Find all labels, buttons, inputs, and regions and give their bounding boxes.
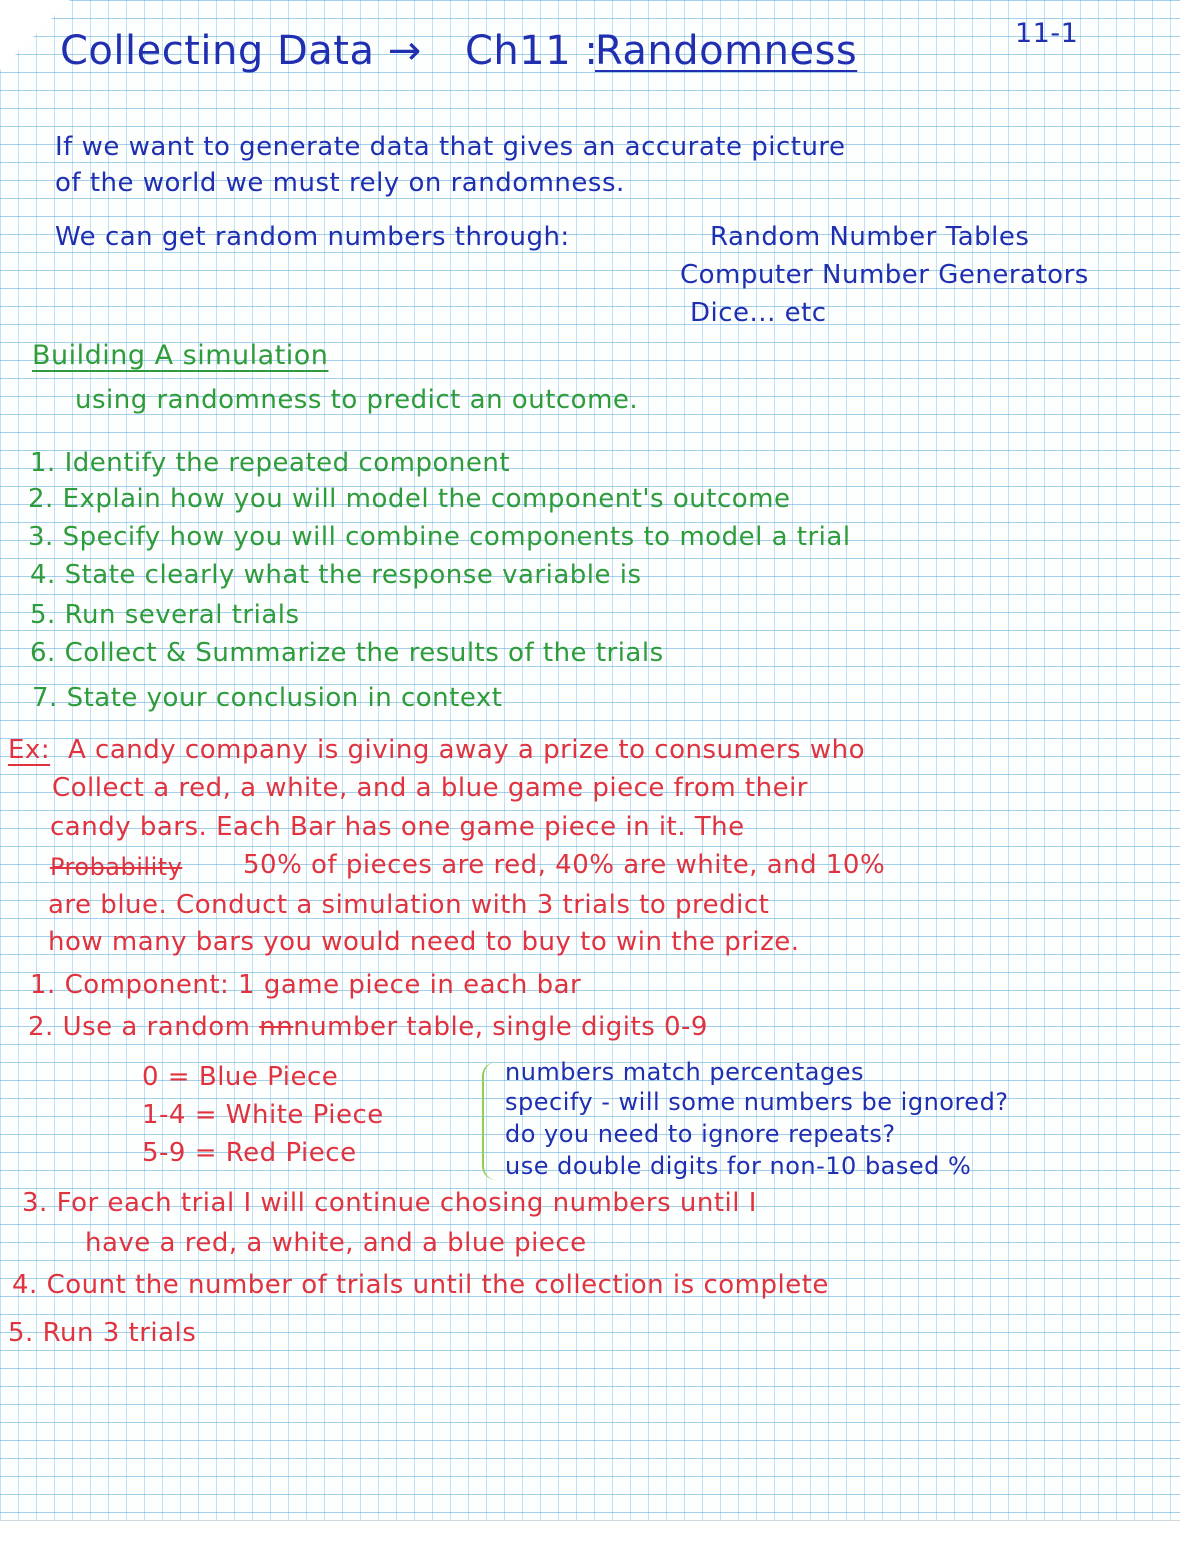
struck-word: Probability — [50, 853, 183, 881]
answer-step-5: 5. Run 3 trials — [8, 1318, 197, 1348]
mapping-note: specify - will some numbers be ignored? — [505, 1088, 1009, 1116]
digit-mapping: 0 = Blue Piece — [142, 1062, 339, 1092]
page-number: 11-1 — [1015, 18, 1079, 49]
mapping-note: use double digits for non-10 based % — [505, 1152, 972, 1180]
source-item: Computer Number Generators — [680, 260, 1089, 290]
intro-line-1: If we want to generate data that gives an accurate picture — [55, 132, 846, 162]
example-line: are blue. Conduct a simulation with 3 trials to predict — [48, 890, 770, 920]
chapter-label: Ch11 : — [465, 28, 599, 74]
simulation-step: 6. Collect & Summarize the results of the trials — [30, 638, 664, 668]
answer-step-2-prefix — [28, 1012, 708, 1042]
digit-mapping: 5-9 = Red Piece — [142, 1138, 357, 1168]
sources-lead: We can get random numbers through: — [55, 222, 570, 252]
answer-step-3: 3. For each trial I will continue chosing numbers until I — [22, 1188, 757, 1218]
simulation-step: 3. Specify how you will combine components to model a trial — [28, 522, 851, 552]
simulation-step: 5. Run several trials — [30, 600, 300, 630]
answer-step-1: 1. Component: 1 game piece in each bar — [30, 970, 582, 1000]
answer-step-2-lead: 2. Use a random — [28, 1012, 260, 1042]
simulation-step: 2. Explain how you will model the component's outcome — [28, 484, 791, 514]
source-item: Random Number Tables — [710, 222, 1030, 252]
answer-step-2-struck: nn — [259, 1012, 294, 1042]
simulation-step: 7. State your conclusion in context — [32, 683, 503, 713]
example-line: how many bars you would need to buy to win the prize. — [48, 927, 800, 957]
example-line: candy bars. Each Bar has one game piece in it. The — [50, 812, 745, 842]
simulation-step: 1. Identify the repeated component — [30, 448, 511, 478]
example-line: 50% of pieces are red, 40% are white, and 10% — [243, 850, 886, 880]
answer-step-2-rest: number table, single digits 0-9 — [293, 1012, 708, 1042]
answer-step-4: 4. Count the number of trials until the collection is complete — [12, 1270, 829, 1300]
title-prefix: Collecting Data → — [60, 28, 422, 74]
source-item: Dice... etc — [690, 298, 827, 328]
brace-bracket — [482, 1062, 498, 1180]
simulation-step: 4. State clearly what the response variable is — [30, 560, 642, 590]
digit-mapping: 1-4 = White Piece — [142, 1100, 384, 1130]
topic-title: Randomness — [595, 28, 858, 74]
simulation-heading: Building A simulation — [32, 340, 329, 371]
intro-line-2: of the world we must rely on randomness. — [55, 168, 625, 198]
answer-step-3-cont: have a red, a white, and a blue piece — [85, 1228, 587, 1258]
mapping-note: do you need to ignore repeats? — [505, 1120, 896, 1148]
example-line: Collect a red, a white, and a blue game piece from their — [52, 773, 808, 803]
simulation-subtitle: using randomness to predict an outcome. — [75, 385, 639, 415]
example-label: Ex: — [8, 735, 51, 765]
example-line: A candy company is giving away a prize to consumers who — [68, 735, 865, 765]
mapping-note: numbers match percentages — [505, 1058, 864, 1086]
